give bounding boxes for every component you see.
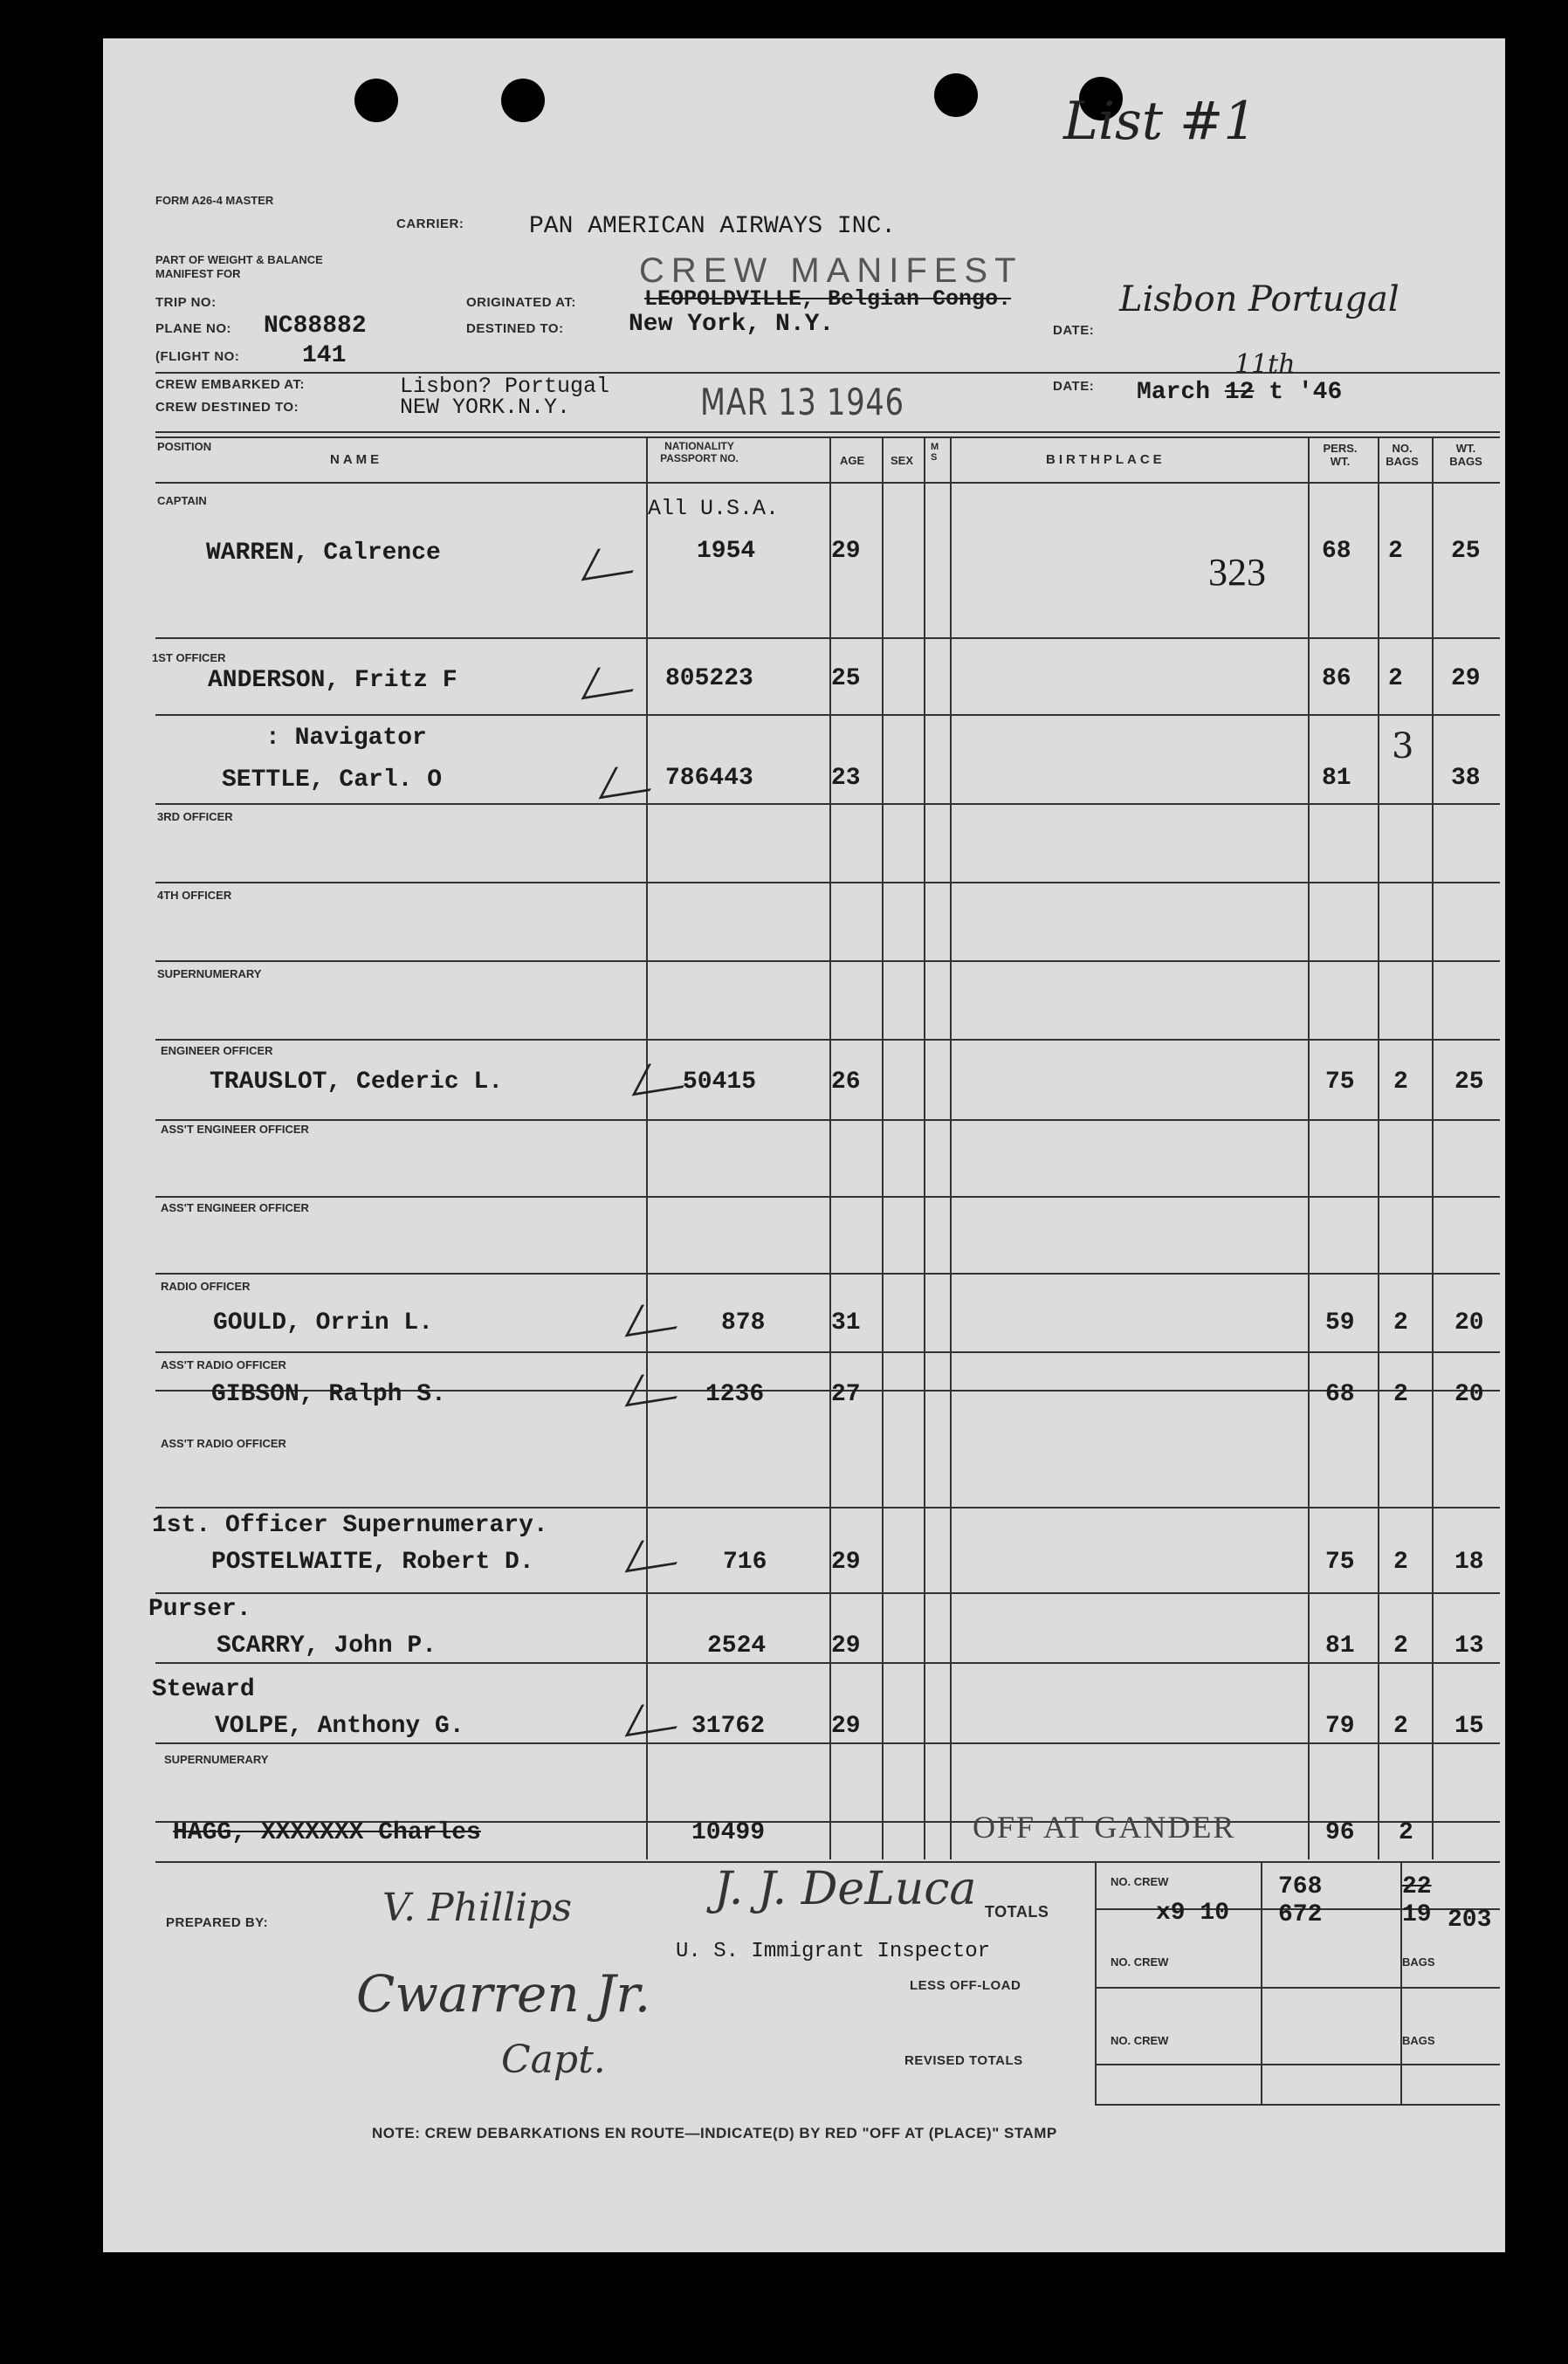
crew-bags: 2 xyxy=(1393,1549,1408,1576)
crew-pers-wt: 68 xyxy=(1322,538,1351,565)
crew-pers-wt: 86 xyxy=(1322,665,1351,692)
crew-passport: 31762 xyxy=(691,1713,766,1740)
crew-pers-wt: 59 xyxy=(1325,1309,1355,1337)
col-position: POSITION xyxy=(157,440,212,453)
captain-signature: Cwarren Jr. xyxy=(356,1964,651,2024)
section-fourth-officer: 4TH OFFICER xyxy=(157,889,232,902)
inspector-title: U. S. Immigrant Inspector xyxy=(676,1940,991,1963)
col-name: NAME xyxy=(330,452,383,467)
crew-wt-bags: 20 xyxy=(1455,1381,1484,1408)
list-annotation: List #1 xyxy=(1063,91,1257,152)
crew-bags: 2 xyxy=(1388,665,1403,692)
col-age: AGE xyxy=(840,454,865,467)
crew-destined-value: NEW YORK.N.Y. xyxy=(400,395,571,420)
form-number: FORM A26-4 MASTER xyxy=(155,194,274,207)
crew-pers-wt: 96 xyxy=(1325,1819,1355,1846)
crew-age: 23 xyxy=(831,765,861,792)
crew-pers-wt: 81 xyxy=(1322,765,1351,792)
no-crew-label: NO. CREW xyxy=(1111,1875,1169,1888)
section-navigator: : Navigator xyxy=(265,725,427,752)
date2-struck: 12 xyxy=(1224,379,1255,406)
punch-hole xyxy=(934,73,978,117)
check-mark xyxy=(625,1533,693,1573)
section-asst-engineer-1: ASS'T ENGINEER OFFICER xyxy=(161,1123,309,1136)
crew-name: WARREN, Calrence xyxy=(206,539,441,567)
check-mark xyxy=(581,541,650,581)
total-bags-1: 22 xyxy=(1402,1873,1432,1900)
section-captain: CAPTAIN xyxy=(157,494,207,507)
revised-totals-label: REVISED TOTALS xyxy=(904,2053,1023,2068)
crew-bags: 2 xyxy=(1393,1069,1408,1096)
crew-name: TRAUSLOT, Cederic L. xyxy=(210,1069,504,1096)
crew-bags: 2 xyxy=(1393,1632,1408,1660)
crew-passport: 878 xyxy=(721,1309,766,1337)
section-asst-radio-2: ASS'T RADIO OFFICER xyxy=(161,1437,286,1450)
crew-pers-wt: 75 xyxy=(1325,1549,1355,1576)
punch-hole xyxy=(501,79,545,122)
crew-wt-bags: 25 xyxy=(1451,538,1481,565)
bags-label-2: BAGS xyxy=(1402,2034,1435,2047)
crew-pers-wt: 81 xyxy=(1325,1632,1355,1660)
part-of-label: PART OF WEIGHT & BALANCE MANIFEST FOR xyxy=(155,253,323,280)
crew-wt-bags: 25 xyxy=(1455,1069,1484,1096)
crew-name: SETTLE, Carl. O xyxy=(222,766,443,794)
section-radio-officer: RADIO OFFICER xyxy=(161,1280,251,1293)
crew-wt-bags: 15 xyxy=(1455,1713,1484,1740)
date2-rest: t '46 xyxy=(1269,379,1343,406)
crew-passport: 786443 xyxy=(665,765,753,792)
crew-embarked-label: CREW EMBARKED AT: xyxy=(155,377,305,392)
destined-label: DESTINED TO: xyxy=(466,321,564,336)
crew-name: SCARRY, John P. xyxy=(217,1632,437,1660)
crew-name: ANDERSON, Fritz F xyxy=(208,667,457,694)
check-mark xyxy=(625,1697,693,1737)
prepared-signature: V. Phillips xyxy=(382,1886,573,1930)
flight-label: (FLIGHT NO: xyxy=(155,349,240,364)
crew-passport: 1954 xyxy=(697,538,756,565)
col-nationality: NATIONALITY PASSPORT NO. xyxy=(660,440,739,464)
col-sex: SEX xyxy=(891,454,914,467)
inspector-signature: J. J. DeLuca xyxy=(714,1863,977,1915)
flight-value: 141 xyxy=(302,342,347,369)
crew-age: 31 xyxy=(831,1309,861,1337)
crew-name: GIBSON, Ralph S. xyxy=(211,1381,446,1408)
crew-wt-bags: 20 xyxy=(1455,1309,1484,1337)
carrier-label: CARRIER: xyxy=(396,216,464,231)
section-supernumerary: SUPERNUMERARY xyxy=(157,967,262,980)
destined-value: New York, N.Y. xyxy=(629,311,835,338)
col-ms: M S xyxy=(931,442,939,463)
crew-pers-wt: 68 xyxy=(1325,1381,1355,1408)
col-pers-wt: PERS. WT. xyxy=(1323,442,1358,468)
captain-title: Capt. xyxy=(501,2038,606,2082)
crew-wt-bags: 29 xyxy=(1451,665,1481,692)
col-birthplace: BIRTHPLACE xyxy=(1046,452,1166,467)
punch-hole xyxy=(354,79,398,122)
crew-bags: 2 xyxy=(1388,538,1403,565)
crew-destined-label: CREW DESTINED TO: xyxy=(155,400,299,415)
crew-age: 29 xyxy=(831,1632,861,1660)
no-crew-value: x9 10 xyxy=(1156,1900,1230,1927)
check-mark xyxy=(599,759,667,800)
crew-age: 29 xyxy=(831,1713,861,1740)
section-steward: Steward xyxy=(152,1676,255,1703)
total-pers-wt-2: 672 xyxy=(1278,1901,1323,1928)
nationality-all: All U.S.A. xyxy=(648,496,780,521)
section-first-officer: 1ST OFFICER xyxy=(152,651,226,664)
date-label: DATE: xyxy=(1053,323,1095,338)
total-wt-bags: 203 xyxy=(1448,1907,1492,1934)
crew-bags: 3 xyxy=(1392,726,1414,766)
crew-bags: 2 xyxy=(1393,1309,1408,1337)
plane-value: NC88882 xyxy=(264,313,367,340)
prepared-by-label: PREPARED BY: xyxy=(166,1915,269,1930)
document-title: CREW MANIFEST xyxy=(639,251,1023,290)
total-bags-2: 19 xyxy=(1402,1901,1432,1928)
birthplace-note: 323 xyxy=(1208,551,1266,594)
carrier-value: PAN AMERICAN AIRWAYS INC. xyxy=(529,213,897,240)
section-asst-engineer-2: ASS'T ENGINEER OFFICER xyxy=(161,1201,309,1214)
crew-age: 29 xyxy=(831,538,861,565)
manifest-sheet xyxy=(103,38,1505,2252)
crew-passport: 2524 xyxy=(707,1632,767,1660)
crew-passport: 50415 xyxy=(683,1069,757,1096)
crew-age: 26 xyxy=(831,1069,861,1096)
crew-age: 25 xyxy=(831,665,861,692)
crew-bags: 2 xyxy=(1393,1713,1408,1740)
crew-name: GOULD, Orrin L. xyxy=(213,1309,434,1337)
crew-age: 27 xyxy=(831,1381,861,1408)
crew-wt-bags: 38 xyxy=(1451,765,1481,792)
total-pers-wt-1: 768 xyxy=(1278,1873,1323,1900)
crew-bags: 2 xyxy=(1393,1381,1408,1408)
no-crew-label-2: NO. CREW xyxy=(1111,1955,1169,1969)
section-first-officer-super: 1st. Officer Supernumerary. xyxy=(152,1512,548,1539)
originated-label: ORIGINATED AT: xyxy=(466,295,576,310)
date2-hand: 11th xyxy=(1234,349,1296,380)
crew-name: VOLPE, Anthony G. xyxy=(215,1713,464,1740)
less-offload-label: LESS OFF-LOAD xyxy=(910,1978,1021,1993)
crew-passport: 1236 xyxy=(705,1381,765,1408)
crew-bags: 2 xyxy=(1399,1819,1413,1846)
footer-note: NOTE: CREW DEBARKATIONS EN ROUTE—INDICATE(D) BY RED "OFF AT (PLACE)" STAMP xyxy=(372,2125,1057,2141)
trip-label: TRIP NO: xyxy=(155,295,217,310)
section-engineer: ENGINEER OFFICER xyxy=(161,1044,273,1057)
crew-pers-wt: 79 xyxy=(1325,1713,1355,1740)
crew-passport: 716 xyxy=(723,1549,767,1576)
col-wt-bags: WT. BAGS xyxy=(1449,442,1482,468)
crew-wt-bags: 13 xyxy=(1455,1632,1484,1660)
crew-passport: 805223 xyxy=(665,665,753,692)
plane-label: PLANE NO: xyxy=(155,321,231,336)
section-purser: Purser. xyxy=(148,1596,251,1623)
crew-name: HAGG, XXXXXXX Charles xyxy=(173,1819,481,1846)
totals-label: TOTALS xyxy=(985,1903,1049,1921)
crew-age: 29 xyxy=(831,1549,861,1576)
crew-name: POSTELWAITE, Robert D. xyxy=(211,1549,534,1576)
date2-label: DATE: xyxy=(1053,379,1095,394)
crew-wt-bags: 18 xyxy=(1455,1549,1484,1576)
date2-month: March xyxy=(1137,379,1211,406)
crew-embarked-value: Lisbon? Portugal xyxy=(400,374,610,399)
no-crew-label-3: NO. CREW xyxy=(1111,2034,1169,2047)
check-mark xyxy=(581,660,650,700)
off-at-gander-stamp: OFF AT GANDER xyxy=(973,1810,1236,1845)
check-mark xyxy=(625,1297,693,1337)
section-supernumerary-2: SUPERNUMERARY xyxy=(164,1753,269,1766)
originated-struck: LEOPOLDVILLE, Belgian Congo. xyxy=(644,286,1012,312)
crew-pers-wt: 75 xyxy=(1325,1069,1355,1096)
date-stamp: MAR 13 1946 xyxy=(700,381,904,423)
originated-hand: Lisbon Portugal xyxy=(1119,279,1400,320)
section-asst-radio-1: ASS'T RADIO OFFICER xyxy=(161,1358,286,1371)
section-third-officer: 3RD OFFICER xyxy=(157,810,233,823)
bags-label: BAGS xyxy=(1402,1955,1435,1969)
check-mark xyxy=(625,1367,693,1407)
crew-passport: 10499 xyxy=(691,1819,766,1846)
col-no-bags: NO. BAGS xyxy=(1386,442,1419,468)
